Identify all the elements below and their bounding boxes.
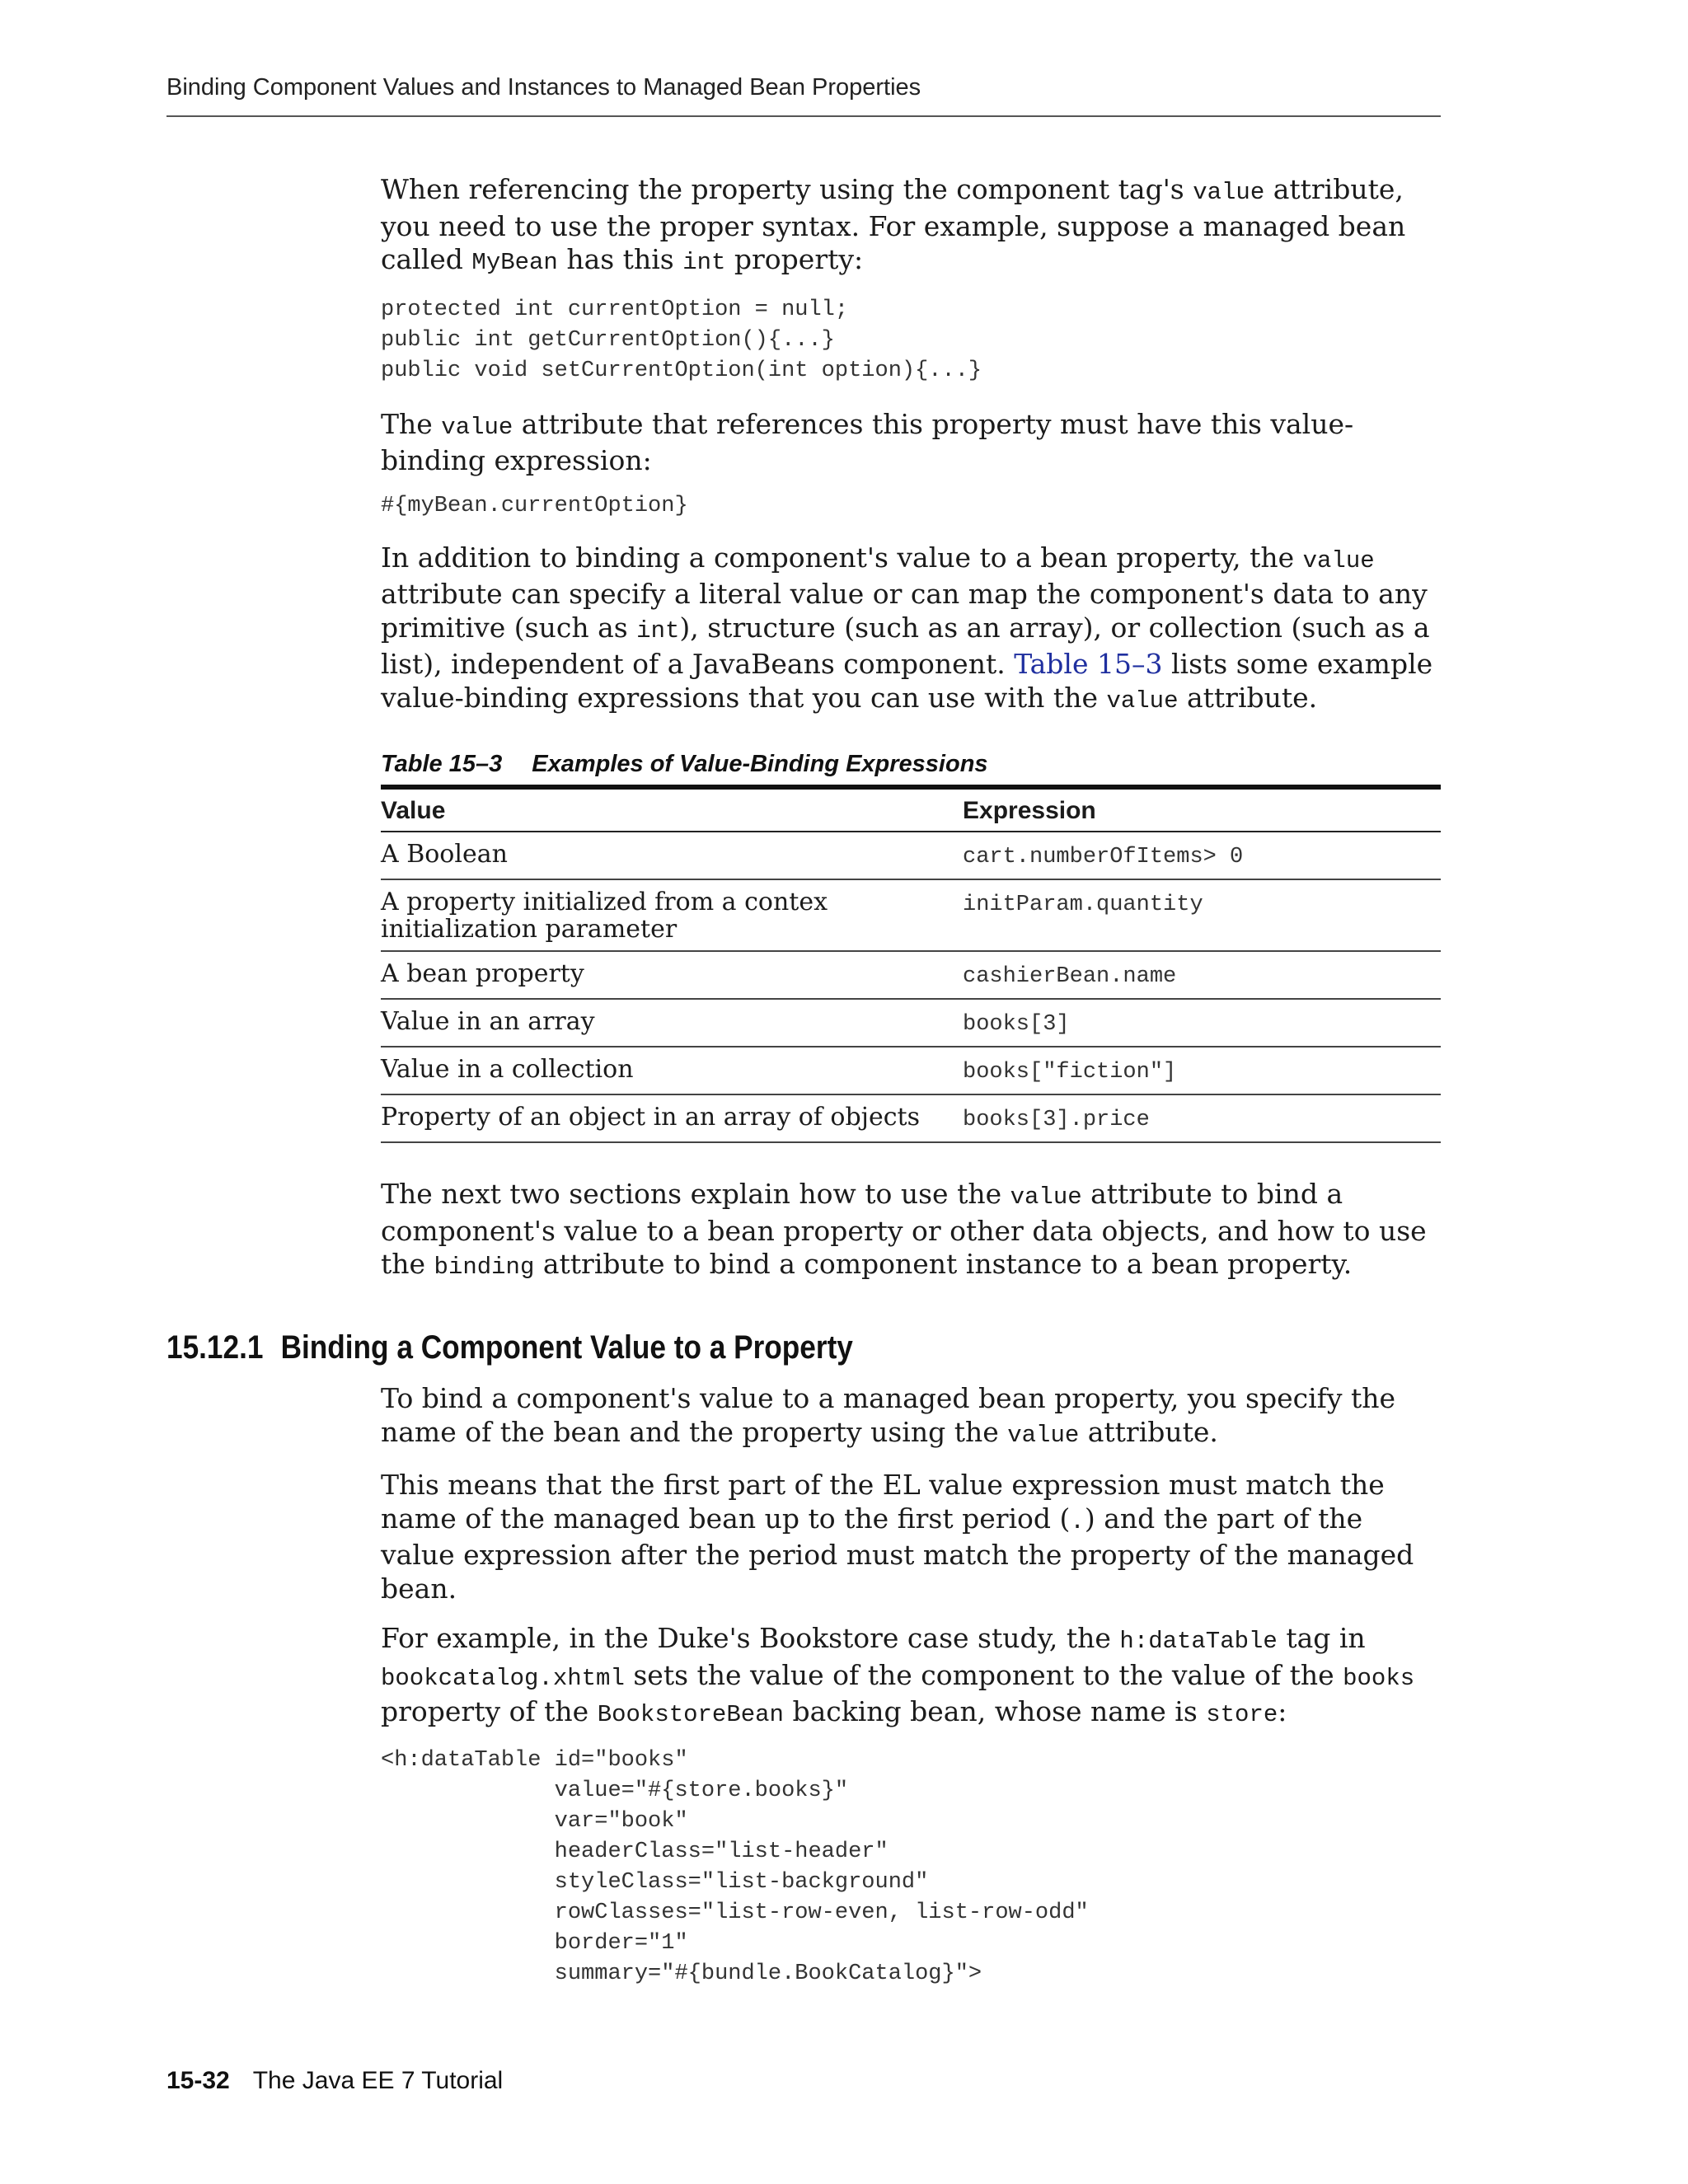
table-header-expression: Expression bbox=[963, 787, 1441, 832]
after-table-paragraph: The next two sections explain how to use the value attribute to bind a component's value to a bean property or other data objects, and how to use the binding attribute to bind a component instance to a bean property. bbox=[381, 1178, 1427, 1281]
section-content bbox=[381, 1382, 1441, 1990]
section-paragraph-3: For example, in the Duke's Bookstore case study, the h:dataTable tag in bookcatalog.xhtml sets the value of the component to the value of the books property of the BookstoreBean backing bean, whose name is store: bbox=[381, 1622, 1415, 1728]
table-cross-reference-link[interactable]: Table 15–3 bbox=[1014, 648, 1163, 680]
header-divider bbox=[166, 115, 1441, 117]
table-cell-expression: initParam.quantity bbox=[963, 879, 1441, 951]
intro-paragraph-3: In addition to binding a component's value to a bean property, the value attribute can specify a literal value or can map the component's data to any primitive (such as int), structure (such as an array), or collection (such as a list), independent of a JavaBeans component. Table 15–3 lists some example value-binding expressions that you can use with the value attribute. bbox=[381, 541, 1433, 715]
book-title: The Java EE 7 Tutorial bbox=[252, 2067, 504, 2094]
table-row bbox=[381, 879, 1441, 951]
table-row bbox=[381, 1047, 1441, 1094]
running-header: Binding Component Values and Instances to Managed Bean Properties bbox=[166, 74, 921, 101]
table-cell-expression: cashierBean.name bbox=[963, 951, 1441, 999]
inline-code: h:dataTable bbox=[1119, 1628, 1278, 1655]
section-heading: 15.12.1 Binding a Component Value to a Property bbox=[166, 1329, 853, 1366]
inline-code: int bbox=[682, 249, 726, 276]
inline-code: value bbox=[1010, 1183, 1082, 1211]
intro-paragraph-1: When referencing the property using the component tag's value attribute, you need to use the proper syntax. For example, suppose a managed bean called MyBean has this int property: bbox=[381, 173, 1406, 276]
inline-code: value bbox=[1007, 1421, 1080, 1449]
table-cell-expression: books[3].price bbox=[963, 1094, 1441, 1142]
inline-code: int bbox=[636, 616, 680, 644]
page-number: 15-32 bbox=[166, 2067, 230, 2094]
table-row bbox=[381, 1094, 1441, 1142]
inline-code: value bbox=[1106, 687, 1179, 715]
table-cell-value: Value in an array bbox=[381, 999, 963, 1047]
table-caption: Table 15–3 Examples of Value-Binding Expressions bbox=[381, 751, 988, 777]
table-cell-expression: books["fiction"] bbox=[963, 1047, 1441, 1094]
table-cell-value: A bean property bbox=[381, 951, 963, 999]
inline-code: store bbox=[1206, 1701, 1278, 1728]
inline-code: value bbox=[441, 413, 513, 441]
code-example-expression: #{myBean.currentOption} bbox=[381, 493, 688, 518]
code-example-property: protected int currentOption = null; public int getCurrentOption(){...} public void setCurrentOption(int option){...} bbox=[381, 297, 982, 383]
inline-code: books bbox=[1343, 1664, 1415, 1692]
code-example-datatable: <h:dataTable id="books" value="#{store.books}" var="book" headerClass="list-header" styleClass="list-background" rowClasses="list-row-even, list-row-odd" border="1" summary="#{bundle.BookCatalog}"> bbox=[381, 1747, 1089, 1986]
inline-code: binding bbox=[434, 1254, 535, 1281]
page-footer bbox=[166, 2067, 503, 2095]
intro-paragraph-2: The value attribute that references this property must have this value-binding expression: bbox=[381, 407, 1354, 476]
section-paragraph-2: This means that the first part of the EL value expression must match the name of the managed bean up to the first period (.) and the part of the value expression after the period must match the property of the managed bean. bbox=[381, 1469, 1414, 1605]
table-cell-value: A Boolean bbox=[381, 832, 963, 879]
table-row bbox=[381, 999, 1441, 1047]
table-row bbox=[381, 951, 1441, 999]
table-cell-value: A property initialized from a contex initialization parameter bbox=[381, 879, 963, 951]
inline-code: bookcatalog.xhtml bbox=[381, 1664, 625, 1692]
inline-code: value bbox=[1302, 546, 1375, 574]
value-binding-table bbox=[381, 785, 1441, 1143]
table-header-value: Value bbox=[381, 787, 963, 832]
page-content bbox=[381, 173, 1441, 1285]
section-paragraph-1: To bind a component's value to a managed bean property, you specify the name of the bean and the property using the value attribute. bbox=[381, 1382, 1396, 1449]
table-cell-expression: cart.numberOfItems> 0 bbox=[963, 832, 1441, 879]
inline-code: MyBean bbox=[471, 249, 558, 276]
inline-code: value bbox=[1193, 179, 1265, 206]
table-row bbox=[381, 832, 1441, 879]
inline-code: BookstoreBean bbox=[597, 1701, 784, 1728]
inline-code: . bbox=[1070, 1507, 1085, 1535]
table-cell-expression: books[3] bbox=[963, 999, 1441, 1047]
table-cell-value: Value in a collection bbox=[381, 1047, 963, 1094]
table-cell-value: Property of an object in an array of objects bbox=[381, 1094, 963, 1142]
